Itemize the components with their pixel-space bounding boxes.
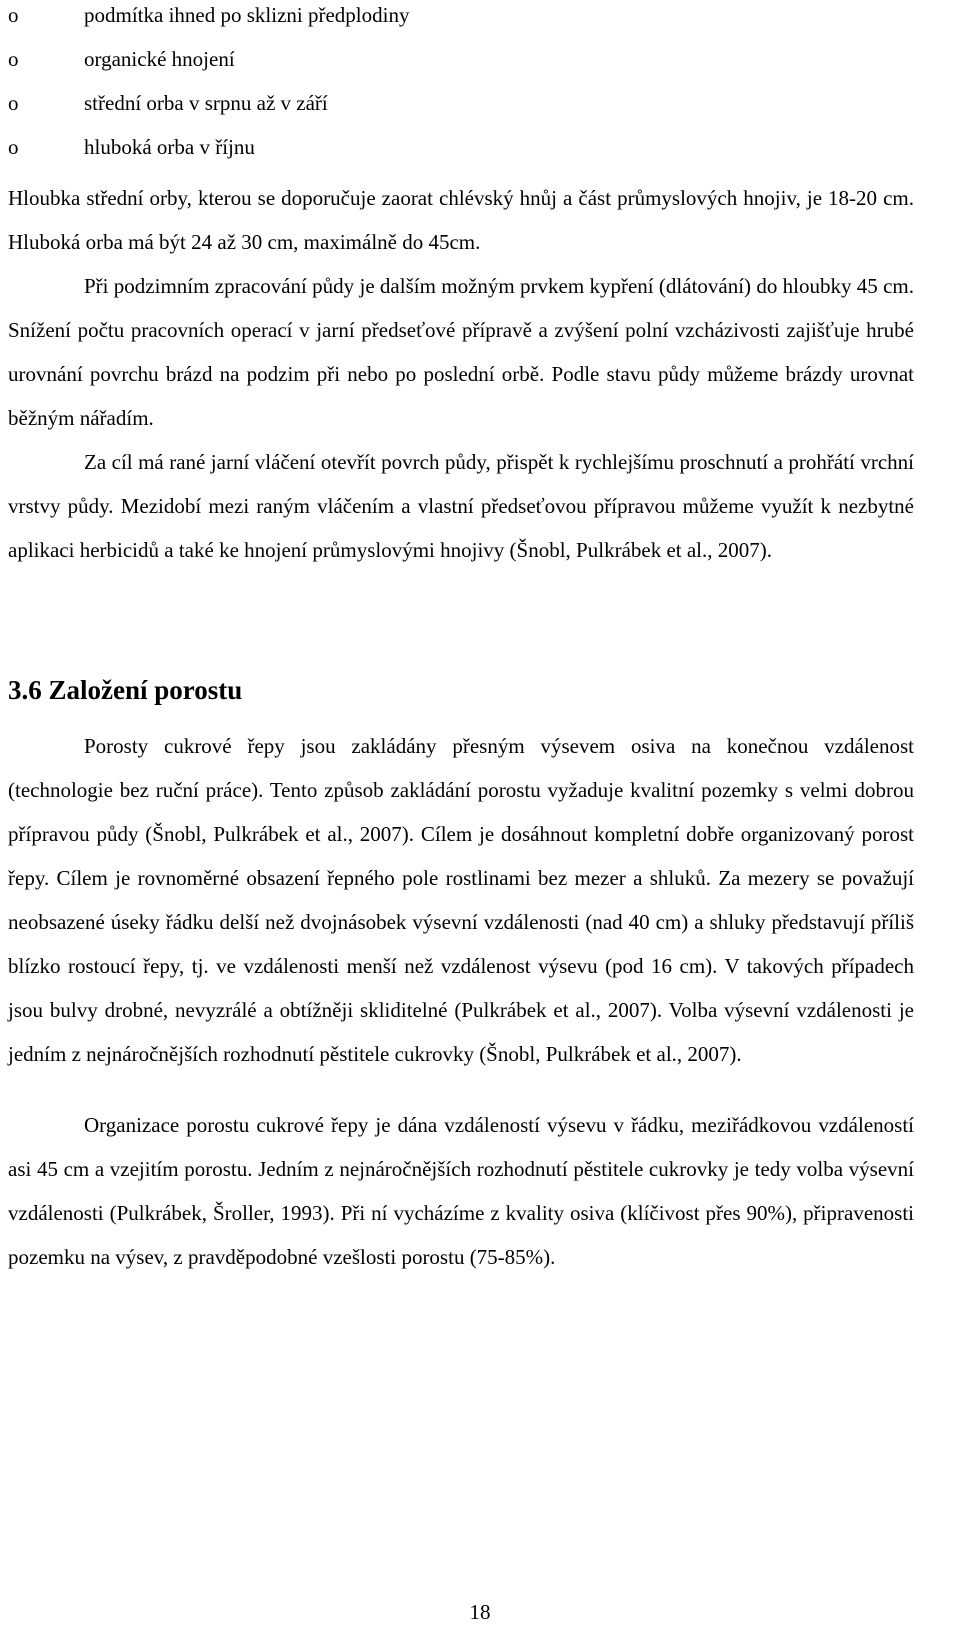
paragraph-stand-organization: Organizace porostu cukrové řepy je dána vzdáleností výsevu v řádku, meziřádkovou vzdáleností asi 45 cm a vzejitím porostu. Jedním z nejnáročnějších rozhodnutí pěstitele cukrovky je tedy volba výsevní vzdálenosti (Pulkrábek, Šroller, 1993). Při ní vycházíme z kvality osiva (klíčivost přes 90%), připravenosti pozemku na výsev, z pravděpodobné vzešlosti porostu (75-85%).	[8, 1113, 914, 1269]
list-item	[8, 44, 914, 88]
bullet-list	[8, 0, 914, 176]
list-item	[8, 132, 914, 176]
paragraph-plowing-depth: Hloubka střední orby, kterou se doporučuje zaorat chlévský hnůj a část průmyslových hnojiv, je 18-20 cm. Hluboká orba má být 24 až 30 cm, maximálně do 45cm.	[8, 186, 914, 254]
paragraph-gap	[8, 1076, 914, 1103]
list-item-text: organické hnojení	[84, 47, 235, 71]
bullet-marker: o	[8, 47, 19, 71]
bullet-marker: o	[8, 91, 19, 115]
paragraph-spring-harrowing: Za cíl má rané jarní vláčení otevřít povrch půdy, přispět k rychlejšímu proschnutí a prohřátí vrchní vrstvy půdy. Mezidobí mezi raným vláčením a vlastní předseťovou přípravou můžeme využít k nezbytné aplikaci herbicidů a také ke hnojení průmyslovými hnojivy (Šnobl, Pulkrábek et al., 2007).	[8, 450, 914, 562]
bullet-marker: o	[8, 3, 19, 27]
bullet-marker: o	[8, 135, 19, 159]
list-item-text: podmítka ihned po sklizni předplodiny	[84, 3, 410, 27]
list-item-text: střední orba v srpnu až v září	[84, 91, 328, 115]
paragraph-stand-establishment: Porosty cukrové řepy jsou zakládány přesným výsevem osiva na konečnou vzdálenost (technologie bez ruční práce). Tento způsob zakládání porostu vyžaduje kvalitní pozemky s velmi dobrou přípravou půdy (Šnobl, Pulkrábek et al., 2007). Cílem je dosáhnout kompletní dobře organizovaný porost řepy. Cílem je rovnoměrné obsazení řepného pole rostlinami bez mezer a shluků. Za mezery se považují neobsazené úseky řádku delší než dvojnásobek výsevní vzdálenosti (nad 40 cm) a shluky představují příliš blízko rostoucí řepy, tj. ve vzdálenosti menší než vzdálenost výsevu (pod 16 cm). V takových případech jsou bulvy drobné, nevyzrálé a obtížněji skliditelné (Pulkrábek et al., 2007). Volba výsevní vzdálenosti je jedním z nejnáročnějších rozhodnutí pěstitele cukrovky (Šnobl, Pulkrábek et al., 2007).	[8, 734, 914, 1066]
paragraph-autumn-tillage: Při podzimním zpracování půdy je dalším možným prvkem kypření (dlátování) do hloubky 45 cm. Snížení počtu pracovních operací v jarní předseťové přípravě a zvýšení polní vzcházivosti zajišťuje hrubé urovnání povrchu brázd na podzim při nebo po poslední orbě. Podle stavu půdy můžeme brázdy urovnat běžným nářadím.	[8, 274, 914, 430]
list-item-text: hluboká orba v říjnu	[84, 135, 255, 159]
list-item	[8, 88, 914, 132]
section-heading: 3.6 Založení porostu	[8, 675, 243, 705]
page-number: 18	[469, 1600, 491, 1624]
document-page	[8, 0, 914, 1279]
list-item	[8, 0, 914, 44]
